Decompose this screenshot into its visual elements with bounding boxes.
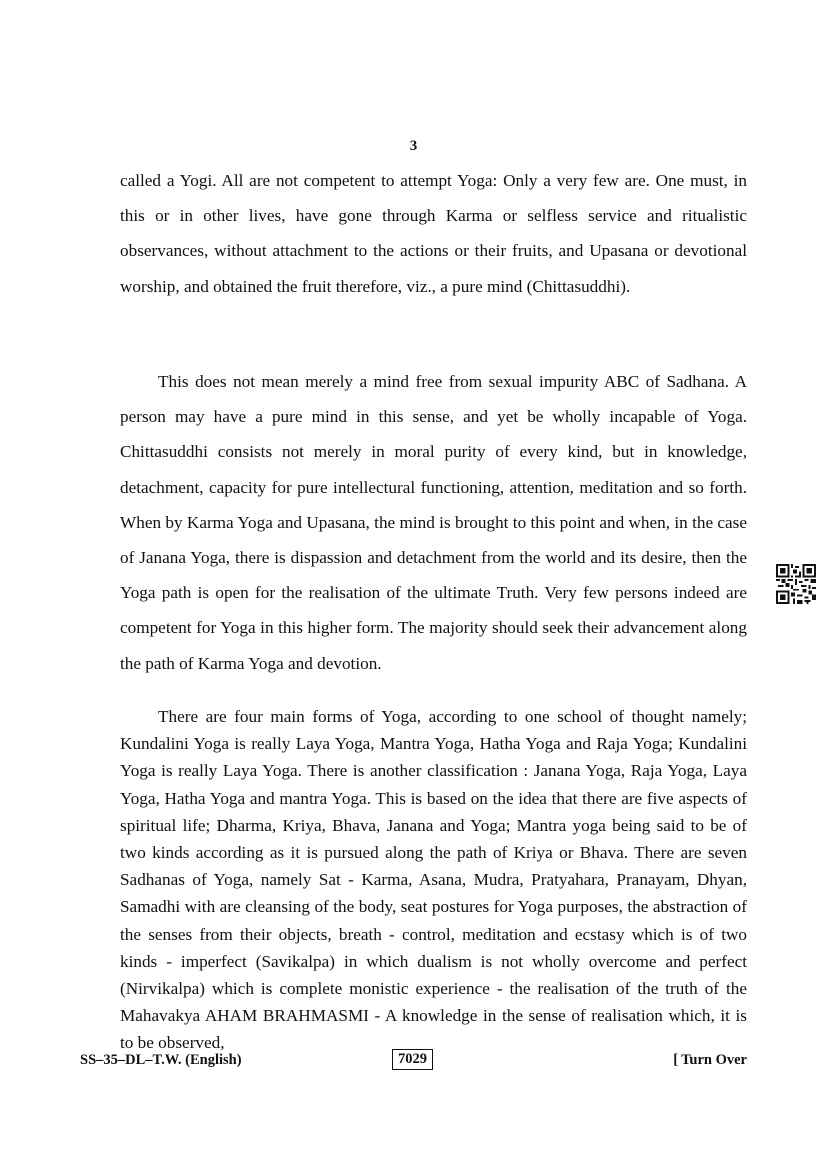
exam-code: SS–35–DL–T.W. (English): [80, 1052, 242, 1068]
paragraph-1-text: called a Yogi. All are not competent to attempt Yoga: Only a very few are. One must, in this or in other lives, have gone through Karma or selfless service and ritualistic observances, without attachment to the actions or their fruits, and Upasana or devotional worship, and obtained the fruit therefore, viz., a pure mind (Chittasuddhi).: [120, 171, 747, 296]
serial-number-box: 7029: [392, 1049, 433, 1070]
paragraph-2-text: This does not mean merely a mind free from sexual impurity ABC of Sadhana. A person may have a pure mind in this sense, and yet be wholly incapable of Yoga. Chittasuddhi consists not merely in moral purity of every kind, but in knowledge, detachment, capacity for pure intellectural functioning, attention, meditation and so forth. When by Karma Yoga and Upasana, the mind is brought to this point and when, in the case of Janana Yoga, there is dispassion and detachment from the world and its desire, then the Yoga path is open for the realisation of the ultimate Truth. Very few persons indeed are competent for Yoga in this higher form. The majority should seek their advancement along the path of Karma Yoga and devotion.: [120, 372, 747, 673]
paragraph-3: [120, 703, 747, 1057]
qr-code-icon[interactable]: [776, 564, 816, 604]
turn-over-label: [673, 1052, 747, 1069]
bracket-glyph: [: [673, 1052, 679, 1068]
paragraph-3-text: There are four main forms of Yoga, according to one school of thought namely; Kundalini Yoga is really Laya Yoga, Mantra Yoga, Hatha Yoga and Raja Yoga; Kundalini Yoga is really Laya Yoga. There is another classification : Janana Yoga, Raja Yoga, Laya Yoga, Hatha Yoga and mantra Yoga. This is based on the idea that there are five aspects of spiritual life; Dharma, Kriya, Bhava, Janana and Yoga; Mantra yoga being said to be of two kinds according as it is pursued along the path of Kriya or Bhava. There are seven Sadhanas of Yoga, namely Sat - Karma, Asana, Mudra, Pratyahara, Pranayam, Dhyan, Samadhi with are cleansing of the body, seat postures for Yoga purposes, the abstraction of the senses from their objects, breath - control, meditation and ecstasy which is of two kinds - imperfect (Savikalpa) in which dualism is not wholly overcome and perfect (Nirvikalpa) which is complete monistic experience - the realisation of the truth of the Mahavakya AHAM BRAHMASMI - A knowledge in the sense of realisation which, it is to be observed,: [120, 707, 747, 1053]
turn-over-text: Turn Over: [681, 1052, 747, 1068]
page-number: 3: [409, 138, 418, 154]
paragraph-2: [120, 364, 747, 681]
paragraph-1: [120, 163, 747, 304]
